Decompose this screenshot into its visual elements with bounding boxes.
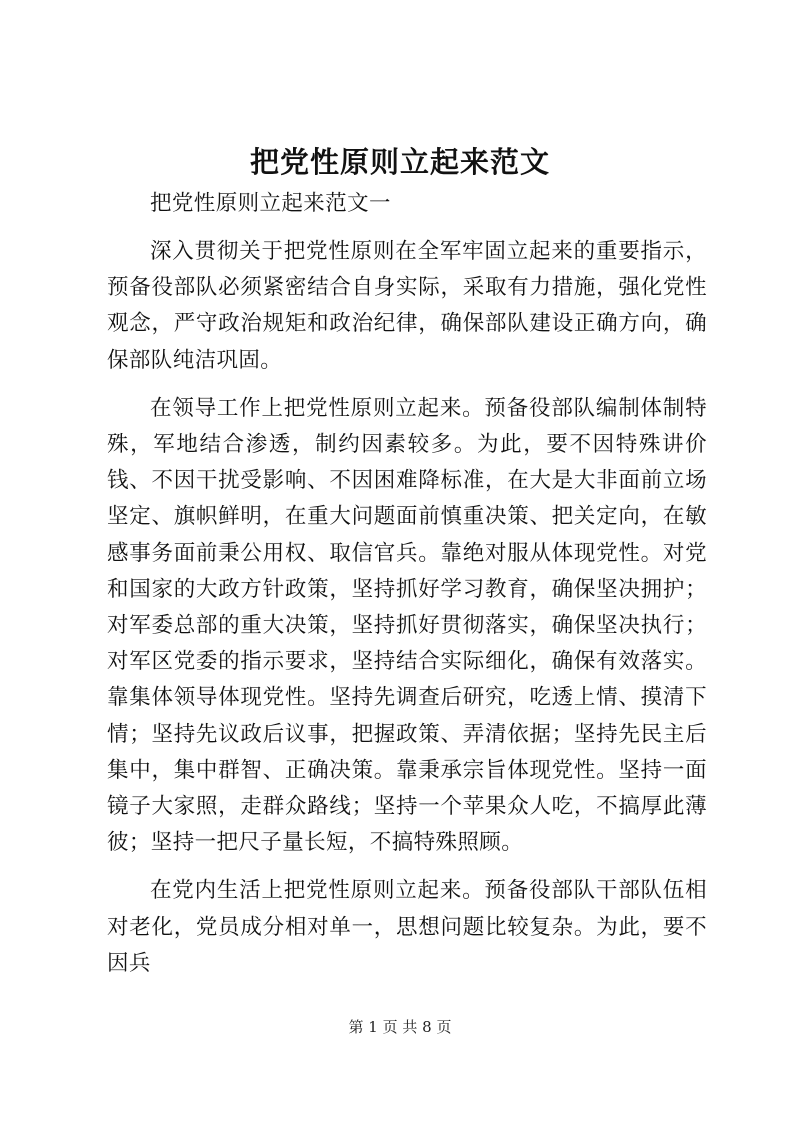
page-number-footer: 第 1 页 共 8 页 [348, 1018, 452, 1036]
document-body [107, 186, 707, 994]
document-title: 把党性原则立起来范文 [249, 145, 550, 179]
paragraph-1: 深入贯彻关于把党性原则在全军牢固立起来的重要指示，预备役部队必须紧密结合自身实际，采取有力措施，强化党性观念，严守政治规矩和政治纪律，确保部队建设正确方向，确保部队纯洁巩固。 [107, 239, 707, 373]
paragraph-2: 在领导工作上把党性原则立起来。预备役部队编制体制特殊，军地结合渗透，制约因素较多。为此，要不因特殊讲价钱、不因干扰受影响、不因困难降标准，在大是大非面前立场坚定、旗帜鲜明，在重大问题面前慎重决策、把关定向，在敏感事务面前秉公用权、取信官兵。靠绝对服从体现党性。对党和国家的大政方针政策，坚持抓好学习教育，确保坚决拥护；对军委总部的重大决策，坚持抓好贯彻落实，确保坚决执行；对军区党委的指示要求，坚持结合实际细化，确保有效落实。靠集体领导体现党性。坚持先调查后研究，吃透上情、摸清下情；坚持先议政后议事，把握政策、弄清依据；坚持先民主后集中，集中群智、正确决策。靠秉承宗旨体现党性。坚持一面镜子大家照，走群众路线；坚持一个苹果众人吃，不搞厚此薄彼；坚持一把尺子量长短，不搞特殊照顾。 [107, 395, 707, 856]
paragraph-3: 在党内生活上把党性原则立起来。预备役部队干部队伍相对老化，党员成分相对单一，思想问题比较复杂。为此，要不因兵 [107, 878, 707, 976]
section-subtitle: 把党性原则立起来范文一 [150, 191, 391, 216]
